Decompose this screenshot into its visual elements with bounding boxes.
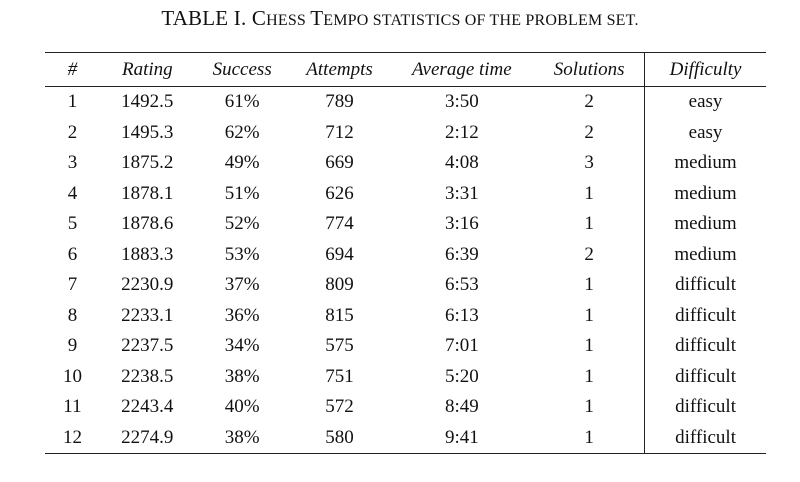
table-row xyxy=(45,209,766,240)
cell-number: 12 xyxy=(62,426,82,448)
cell-number: 7 xyxy=(67,274,78,296)
header-success: Success xyxy=(212,58,272,80)
cell-number: 3 xyxy=(67,152,78,174)
cell-attempts: 572 xyxy=(325,396,354,418)
cell-attempts: 815 xyxy=(325,304,354,326)
cell-attempts: 774 xyxy=(325,213,354,235)
table-row xyxy=(45,118,766,149)
cell-success: 37% xyxy=(224,274,260,296)
cell-number: 10 xyxy=(62,365,82,387)
caption-part2-rest: EMPO STATISTICS OF THE PROBLEM SET. xyxy=(323,12,639,29)
cell-difficulty: medium xyxy=(645,240,766,271)
cell-difficulty: medium xyxy=(645,148,766,179)
cell-solutions: 1 xyxy=(584,396,594,418)
cell-average-time: 9:41 xyxy=(444,426,479,448)
cell-success: 52% xyxy=(224,213,260,235)
cell-solutions: 2 xyxy=(584,121,594,143)
cell-number: 9 xyxy=(67,335,78,357)
cell-attempts: 669 xyxy=(325,152,354,174)
cell-difficulty: medium xyxy=(645,179,766,210)
cell-attempts: 694 xyxy=(325,243,354,265)
cell-attempts: 789 xyxy=(325,91,354,113)
cell-success: 61% xyxy=(224,91,260,113)
cell-average-time: 3:16 xyxy=(444,213,479,235)
cell-average-time: 6:39 xyxy=(444,243,479,265)
cell-average-time: 2:12 xyxy=(444,121,479,143)
cell-difficulty: difficult xyxy=(645,362,766,393)
table-header xyxy=(45,53,766,87)
cell-number: 2 xyxy=(67,121,78,143)
cell-difficulty: difficult xyxy=(645,331,766,362)
header-attempts: Attempts xyxy=(306,58,373,80)
cell-attempts: 626 xyxy=(325,182,354,204)
cell-solutions: 1 xyxy=(584,365,594,387)
cell-solutions: 1 xyxy=(584,274,594,296)
cell-difficulty: difficult xyxy=(645,301,766,332)
caption-prefix: TABLE I. xyxy=(161,6,252,30)
cell-rating: 1878.6 xyxy=(121,213,174,235)
cell-number: 8 xyxy=(67,304,78,326)
cell-attempts: 575 xyxy=(325,335,354,357)
cell-success: 34% xyxy=(224,335,260,357)
cell-average-time: 8:49 xyxy=(444,396,479,418)
cell-difficulty: difficult xyxy=(645,392,766,423)
cell-rating: 2230.9 xyxy=(121,274,174,296)
table-row xyxy=(45,270,766,301)
cell-solutions: 1 xyxy=(584,304,594,326)
cell-solutions: 1 xyxy=(584,335,594,357)
cell-number: 6 xyxy=(67,243,78,265)
table-row xyxy=(45,301,766,332)
cell-attempts: 712 xyxy=(325,121,354,143)
cell-attempts: 809 xyxy=(325,274,354,296)
cell-difficulty: difficult xyxy=(645,270,766,301)
cell-number: 5 xyxy=(67,213,78,235)
cell-rating: 2243.4 xyxy=(121,396,174,418)
header-difficulty: Difficulty xyxy=(645,53,766,87)
cell-success: 38% xyxy=(224,426,260,448)
table-row xyxy=(45,362,766,393)
cell-attempts: 751 xyxy=(325,365,354,387)
header-number: # xyxy=(67,58,78,80)
header-rating: Rating xyxy=(121,58,173,80)
cell-success: 38% xyxy=(224,365,260,387)
cell-average-time: 7:01 xyxy=(444,335,479,357)
cell-solutions: 2 xyxy=(584,91,594,113)
cell-success: 49% xyxy=(224,152,260,174)
cell-rating: 2274.9 xyxy=(121,426,174,448)
cell-success: 51% xyxy=(224,182,260,204)
table-row xyxy=(45,179,766,210)
statistics-table xyxy=(45,52,766,454)
cell-difficulty: easy xyxy=(645,87,766,118)
cell-rating: 1492.5 xyxy=(121,91,174,113)
cell-average-time: 3:50 xyxy=(444,91,479,113)
cell-solutions: 1 xyxy=(584,182,594,204)
cell-solutions: 3 xyxy=(584,152,594,174)
table-row xyxy=(45,148,766,179)
cell-difficulty: medium xyxy=(645,209,766,240)
table-row xyxy=(45,87,766,118)
table-row xyxy=(45,423,766,454)
caption-part2-initial: T xyxy=(310,6,324,30)
cell-solutions: 1 xyxy=(584,426,594,448)
cell-average-time: 6:53 xyxy=(444,274,479,296)
table-row xyxy=(45,331,766,362)
cell-rating: 1883.3 xyxy=(121,243,174,265)
cell-success: 36% xyxy=(224,304,260,326)
cell-rating: 1878.1 xyxy=(121,182,174,204)
table-body xyxy=(45,87,766,454)
cell-average-time: 4:08 xyxy=(444,152,479,174)
cell-rating: 1495.3 xyxy=(121,121,174,143)
cell-rating: 1875.2 xyxy=(121,152,174,174)
cell-rating: 2238.5 xyxy=(121,365,174,387)
header-average-time: Average time xyxy=(412,58,512,80)
cell-average-time: 3:31 xyxy=(444,182,479,204)
cell-number: 1 xyxy=(67,91,78,113)
cell-solutions: 1 xyxy=(584,213,594,235)
table-row xyxy=(45,240,766,271)
header-row xyxy=(45,53,766,87)
cell-difficulty: easy xyxy=(645,118,766,149)
cell-success: 62% xyxy=(224,121,260,143)
table-caption xyxy=(0,6,800,31)
cell-attempts: 580 xyxy=(325,426,354,448)
cell-success: 53% xyxy=(224,243,260,265)
cell-number: 4 xyxy=(67,182,78,204)
cell-number: 11 xyxy=(63,396,82,418)
cell-average-time: 5:20 xyxy=(444,365,479,387)
cell-solutions: 2 xyxy=(584,243,594,265)
cell-rating: 2237.5 xyxy=(121,335,174,357)
cell-rating: 2233.1 xyxy=(121,304,174,326)
header-solutions: Solutions xyxy=(553,58,625,80)
cell-difficulty: difficult xyxy=(645,423,766,454)
table-row xyxy=(45,392,766,423)
cell-average-time: 6:13 xyxy=(444,304,479,326)
caption-part1-rest: HESS xyxy=(266,12,311,29)
cell-success: 40% xyxy=(224,396,260,418)
caption-part1-initial: C xyxy=(251,6,267,30)
